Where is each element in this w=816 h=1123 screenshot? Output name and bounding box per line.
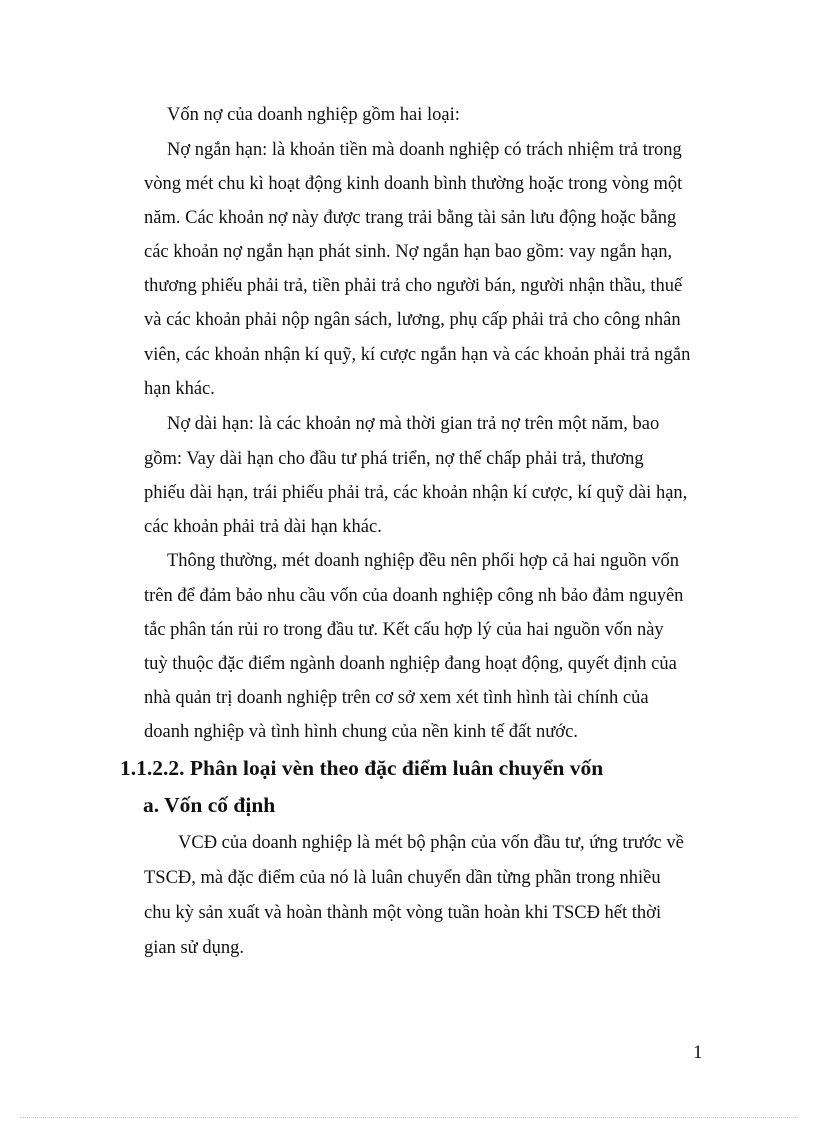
text-line: các khoản phải trả dài hạn khác.: [144, 517, 382, 537]
text-line: Nợ dài hạn: là các khoản nợ mà thời gian trả nợ trên một năm, bao: [167, 414, 660, 434]
section-heading: 1.1.2.2. Phân loại vèn theo đặc điểm luân chuyển vốn: [120, 756, 604, 780]
text-line: năm. Các khoản nợ này được trang trải bằng tài sản lưu động hoặc bằng: [144, 208, 677, 228]
text-line: thương phiếu phải trả, tiền phải trả cho người bán, người nhận thầu, thuế: [144, 276, 683, 296]
text-line: nhà quản trị doanh nghiệp trên cơ sở xem xét tình hình tài chính của: [144, 688, 649, 708]
text-line: và các khoản phải nộp ngân sách, lương, phụ cấp phải trả cho công nhân: [144, 310, 681, 330]
text-line: Thông thường, mét doanh nghiệp đều nên phối hợp cả hai nguồn vốn: [167, 551, 680, 571]
text-line: gồm: Vay dài hạn cho đầu tư phá triển, nợ thế chấp phải trả, thương: [144, 449, 644, 469]
text-line: chu kỳ sản xuất và hoàn thành một vòng tuần hoàn khi TSCĐ hết thời: [144, 903, 662, 923]
text-line: tuỳ thuộc đặc điểm ngành doanh nghiệp đang hoạt động, quyết định của: [144, 654, 677, 674]
text-line: phiếu dài hạn, trái phiếu phải trả, các khoản nhận kí cược, kí quỹ dài hạn,: [144, 483, 688, 503]
text-line: gian sử dụng.: [144, 938, 244, 958]
text-line: vòng mét chu kì hoạt động kinh doanh bình thường hoặc trong vòng một: [144, 174, 683, 194]
text-line: trên để đảm bảo nhu cầu vốn của doanh nghiệp công nh bảo đảm nguyên: [144, 586, 684, 606]
text-line: tắc phân tán rủi ro trong đầu tư. Kết cấu hợp lý của hai nguồn vốn này: [144, 620, 664, 640]
page-number: 1: [693, 1042, 703, 1063]
text-line: hạn khác.: [144, 379, 215, 399]
text-line: viên, các khoản nhận kí quỹ, kí cược ngắn hạn và các khoản phải trả ngắn: [144, 345, 691, 365]
text-line: TSCĐ, mà đặc điểm của nó là luân chuyển dần từng phần trong nhiều: [144, 868, 661, 888]
subsection-heading: a. Vốn cố định: [143, 793, 276, 817]
text-line: Nợ ngắn hạn: là khoản tiền mà doanh nghiệp có trách nhiệm trả trong: [167, 140, 682, 160]
text-line: VCĐ của doanh nghiệp là mét bộ phận của vốn đầu tư, ứng trước về: [178, 833, 684, 853]
text-line: các khoản nợ ngắn hạn phát sinh. Nợ ngắn hạn bao gồm: vay ngắn hạn,: [144, 242, 673, 262]
text-line: doanh nghiệp và tình hình chung của nền kinh tế đất nước.: [144, 722, 578, 742]
text-line: Vốn nợ của doanh nghiệp gồm hai loại:: [167, 105, 460, 125]
footer-divider: [20, 1117, 796, 1118]
